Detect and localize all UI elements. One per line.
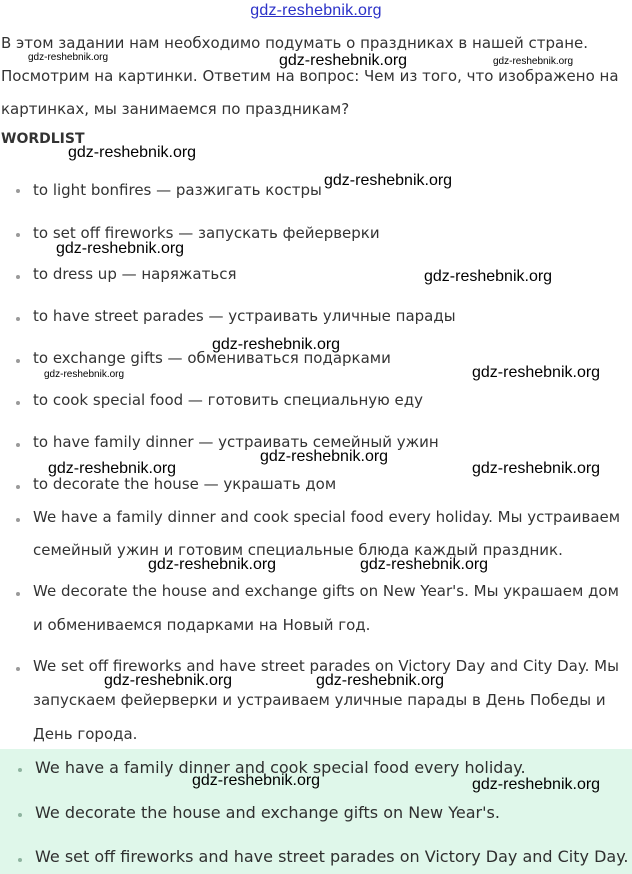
watermark: gdz-reshebnik.org: [316, 672, 445, 689]
wordlist-item: to light bonfires — разжигать костры: [33, 181, 322, 199]
watermark: gdz-reshebnik.org: [472, 364, 601, 381]
watermark: gdz-reshebnik.org: [192, 772, 321, 789]
wordlist-heading: WORDLIST: [1, 131, 85, 147]
watermark: gdz-reshebnik.org: [279, 52, 408, 69]
watermark: gdz-reshebnik.org: [68, 144, 197, 161]
bullet-icon: [18, 858, 22, 862]
watermark: gdz-reshebnik.org: [472, 776, 601, 793]
watermark: gdz-reshebnik.org: [260, 448, 389, 465]
bullet-icon: [16, 401, 20, 405]
watermark: gdz-reshebnik.org: [148, 556, 277, 573]
watermark: gdz-reshebnik.org: [28, 52, 109, 63]
watermark: gdz-reshebnik.org: [324, 172, 453, 189]
wordlist-item: to set off fireworks — запускать фейерверки: [33, 224, 380, 242]
watermark: gdz-reshebnik.org: [104, 672, 233, 689]
wordlist-item: to cook special food — готовить специальную еду: [33, 391, 424, 409]
site-watermark-link[interactable]: gdz-reshebnik.org: [250, 2, 382, 19]
bullet-icon: [16, 359, 20, 363]
bullet-icon: [16, 592, 20, 596]
bullet-icon: [16, 275, 20, 279]
wordlist-item: to dress up — наряжаться: [33, 265, 237, 283]
answer-item: We have a family dinner and cook special food every holiday.: [35, 758, 526, 777]
bullet-icon: [16, 443, 20, 447]
intro-line-3: картинках, мы занимаемся по праздникам?: [1, 100, 350, 118]
bullet-icon: [18, 813, 22, 817]
wordlist-item: to have street parades — устраивать уличные парады: [33, 307, 456, 325]
translation-line: и обмениваемся подарками на Новый год.: [33, 616, 371, 634]
watermark: gdz-reshebnik.org: [48, 460, 177, 477]
watermark: gdz-reshebnik.org: [472, 460, 601, 477]
watermark: gdz-reshebnik.org: [56, 240, 185, 257]
intro-line-2: Посмотрим на картинки. Ответим на вопрос: Чем из того, что изображено на: [1, 67, 619, 85]
watermark: gdz-reshebnik.org: [424, 268, 553, 285]
watermark: gdz-reshebnik.org: [212, 336, 341, 353]
translation-line: День города.: [33, 725, 138, 743]
answer-item: We decorate the house and exchange gifts on New Year's.: [35, 803, 500, 822]
bullet-icon: [16, 317, 20, 321]
answer-item: We set off fireworks and have street parades on Victory Day and City Day.: [35, 847, 629, 866]
bullet-icon: [16, 485, 20, 489]
wordlist-item: to have family dinner — устраивать семейный ужин: [33, 433, 439, 451]
bullet-icon: [16, 189, 20, 193]
wordlist-item: to decorate the house — украшать дом: [33, 475, 337, 493]
watermark: gdz-reshebnik.org: [360, 556, 489, 573]
bullet-icon: [18, 768, 22, 772]
watermark: gdz-reshebnik.org: [493, 56, 574, 67]
bullet-icon: [16, 518, 20, 522]
watermark: gdz-reshebnik.org: [44, 369, 125, 380]
translation-line: семейный ужин и готовим специальные блюда каждый праздник.: [33, 541, 563, 559]
translation-line: We decorate the house and exchange gifts on New Year's. Мы украшаем дом: [33, 582, 619, 600]
bullet-icon: [16, 233, 20, 237]
wordlist-item: to exchange gifts — обмениваться подарками: [33, 349, 391, 367]
translation-line: запускаем фейерверки и устраиваем уличные парады в День Победы и: [33, 691, 606, 709]
translation-line: We set off fireworks and have street parades on Victory Day and City Day. Мы: [33, 657, 619, 675]
bullet-icon: [16, 667, 20, 671]
translation-line: We have a family dinner and cook special food every holiday. Мы устраиваем: [33, 508, 621, 526]
intro-line-1: В этом задании нам необходимо подумать о праздниках в нашей стране.: [1, 34, 589, 52]
